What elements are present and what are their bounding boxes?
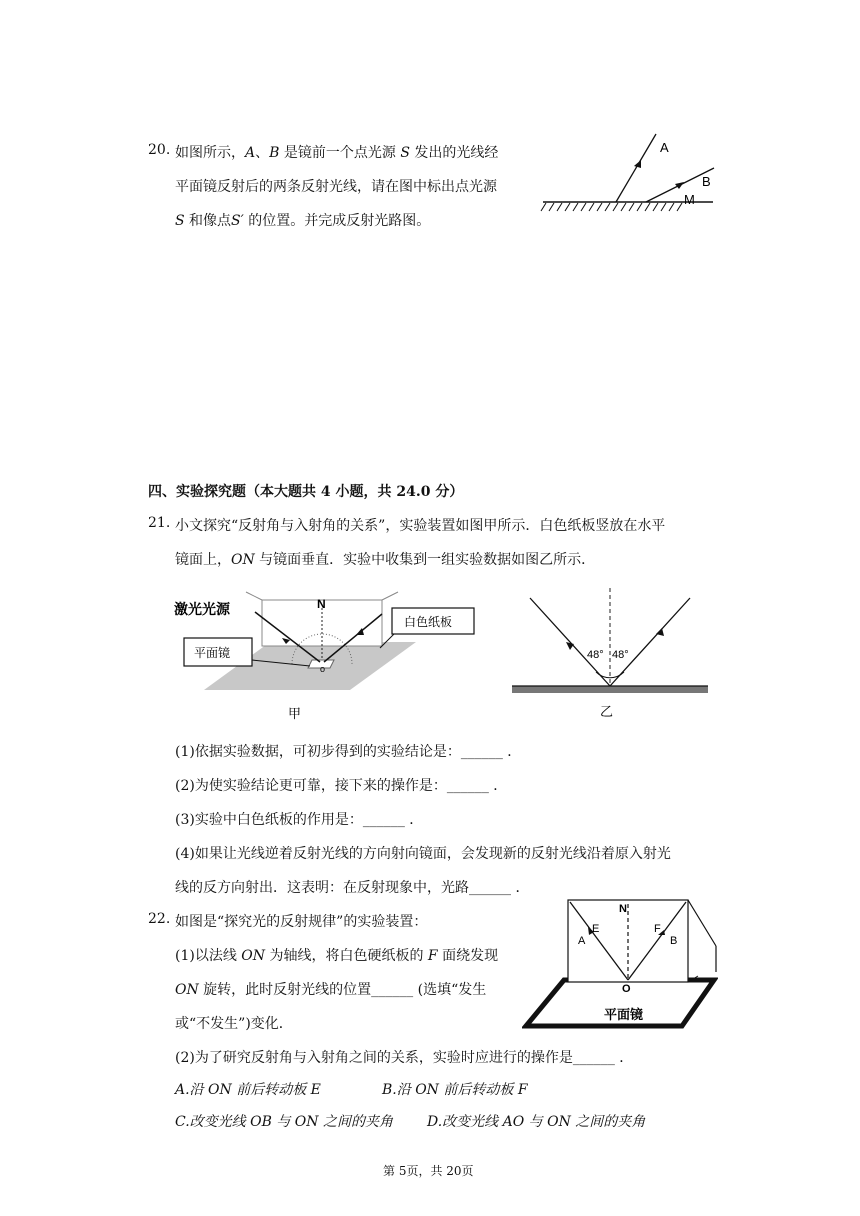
q20-label-a: A [660,140,669,155]
q20-label-m: M [684,192,695,207]
q21-part-3: (3)实验中白色纸板的作用是：______ ． [175,812,424,828]
q22-option-a: A.沿 ON 前后转动板 E [175,1082,321,1098]
q20-line-3: S 和像点S′ 的位置。并完成反射光路图。 [175,213,431,229]
q20-line-2: 平面镜反射后的两条反射光线，请在图中标出点光源 [175,179,497,195]
jia-label-mirror: 平面镜 [194,646,231,660]
q22-line-1: 如图是“探究光的反射规律”的实验装置： [175,914,428,930]
jia-caption: 甲 [288,706,302,721]
yi-caption: 乙 [600,704,614,719]
q22-line-4: 或“不发生”)变化． [175,1016,293,1032]
q22-label-b: B [670,935,678,947]
q22-part-2: (2)为了研究反射角与入射角之间的关系，实验时应进行的操作是______ ． [175,1050,634,1066]
q21-line-2: 镜面上，ON 与镜面垂直．实验中收集到一组实验数据如图乙所示． [175,552,596,568]
q22-label-a: A [578,935,586,947]
yi-angle-1: 48° [587,649,604,661]
q22-line-3: ON 旋转，此时反射光线的位置______ (选填“发生 [175,982,487,998]
section4-title: 四、实验探究题（本大题共 4 小题，共 24.0 分） [148,484,464,500]
jia-label-o: o [320,664,326,674]
jia-label-n: N [317,597,326,611]
q22-number: 22. [148,911,171,927]
q20-figure [538,130,718,215]
q22-label-o: O [622,983,631,995]
q22-label-n: N [619,903,627,915]
q22-option-b: B.沿 ON 前后转动板 F [382,1082,528,1098]
q22-label-e: E [592,923,600,935]
q22-figure [522,896,718,1030]
page-footer: 第 5页，共 20页 [383,1164,474,1178]
q20-number: 20. [148,142,171,158]
q21-part-4b: 线的反方向射出．这表明：在反射现象中，光路______ ． [175,880,530,896]
q21-figure-yi [510,584,710,724]
q22-label-mirror: 平面镜 [604,1007,644,1022]
q21-part-4a: (4)如果让光线逆着反射光线的方向射向镜面，会发现新的反射光线沿着原入射光 [175,846,671,862]
q22-option-c: C.改变光线 OB 与 ON 之间的夹角 [175,1114,393,1130]
q21-part-1: (1)依据实验数据，可初步得到的实验结论是：______ ． [175,744,522,760]
jia-label-laser: 激光光源 [174,601,230,617]
q20-line-1: 如图所示，A、B 是镜前一个点光源 S 发出的光线经 [175,145,499,161]
q21-part-2: (2)为使实验结论更可靠，接下来的操作是：______ ． [175,778,508,794]
yi-angle-2: 48° [612,649,629,661]
q22-label-f: F [654,923,661,935]
q21-line-1: 小文探究“反射角与入射角的关系”，实验装置如图甲所示．白色纸板竖放在水平 [175,518,666,534]
q20-label-b: B [702,174,711,189]
q21-figure-jia [172,590,482,725]
q22-line-2: (1)以法线 ON 为轴线，将白色硬纸板的 F 面绕发现 [175,948,499,964]
q22-option-d: D.改变光线 AO 与 ON 之间的夹角 [427,1114,646,1130]
q21-number: 21. [148,515,171,531]
jia-label-paper: 白色纸板 [404,615,453,629]
